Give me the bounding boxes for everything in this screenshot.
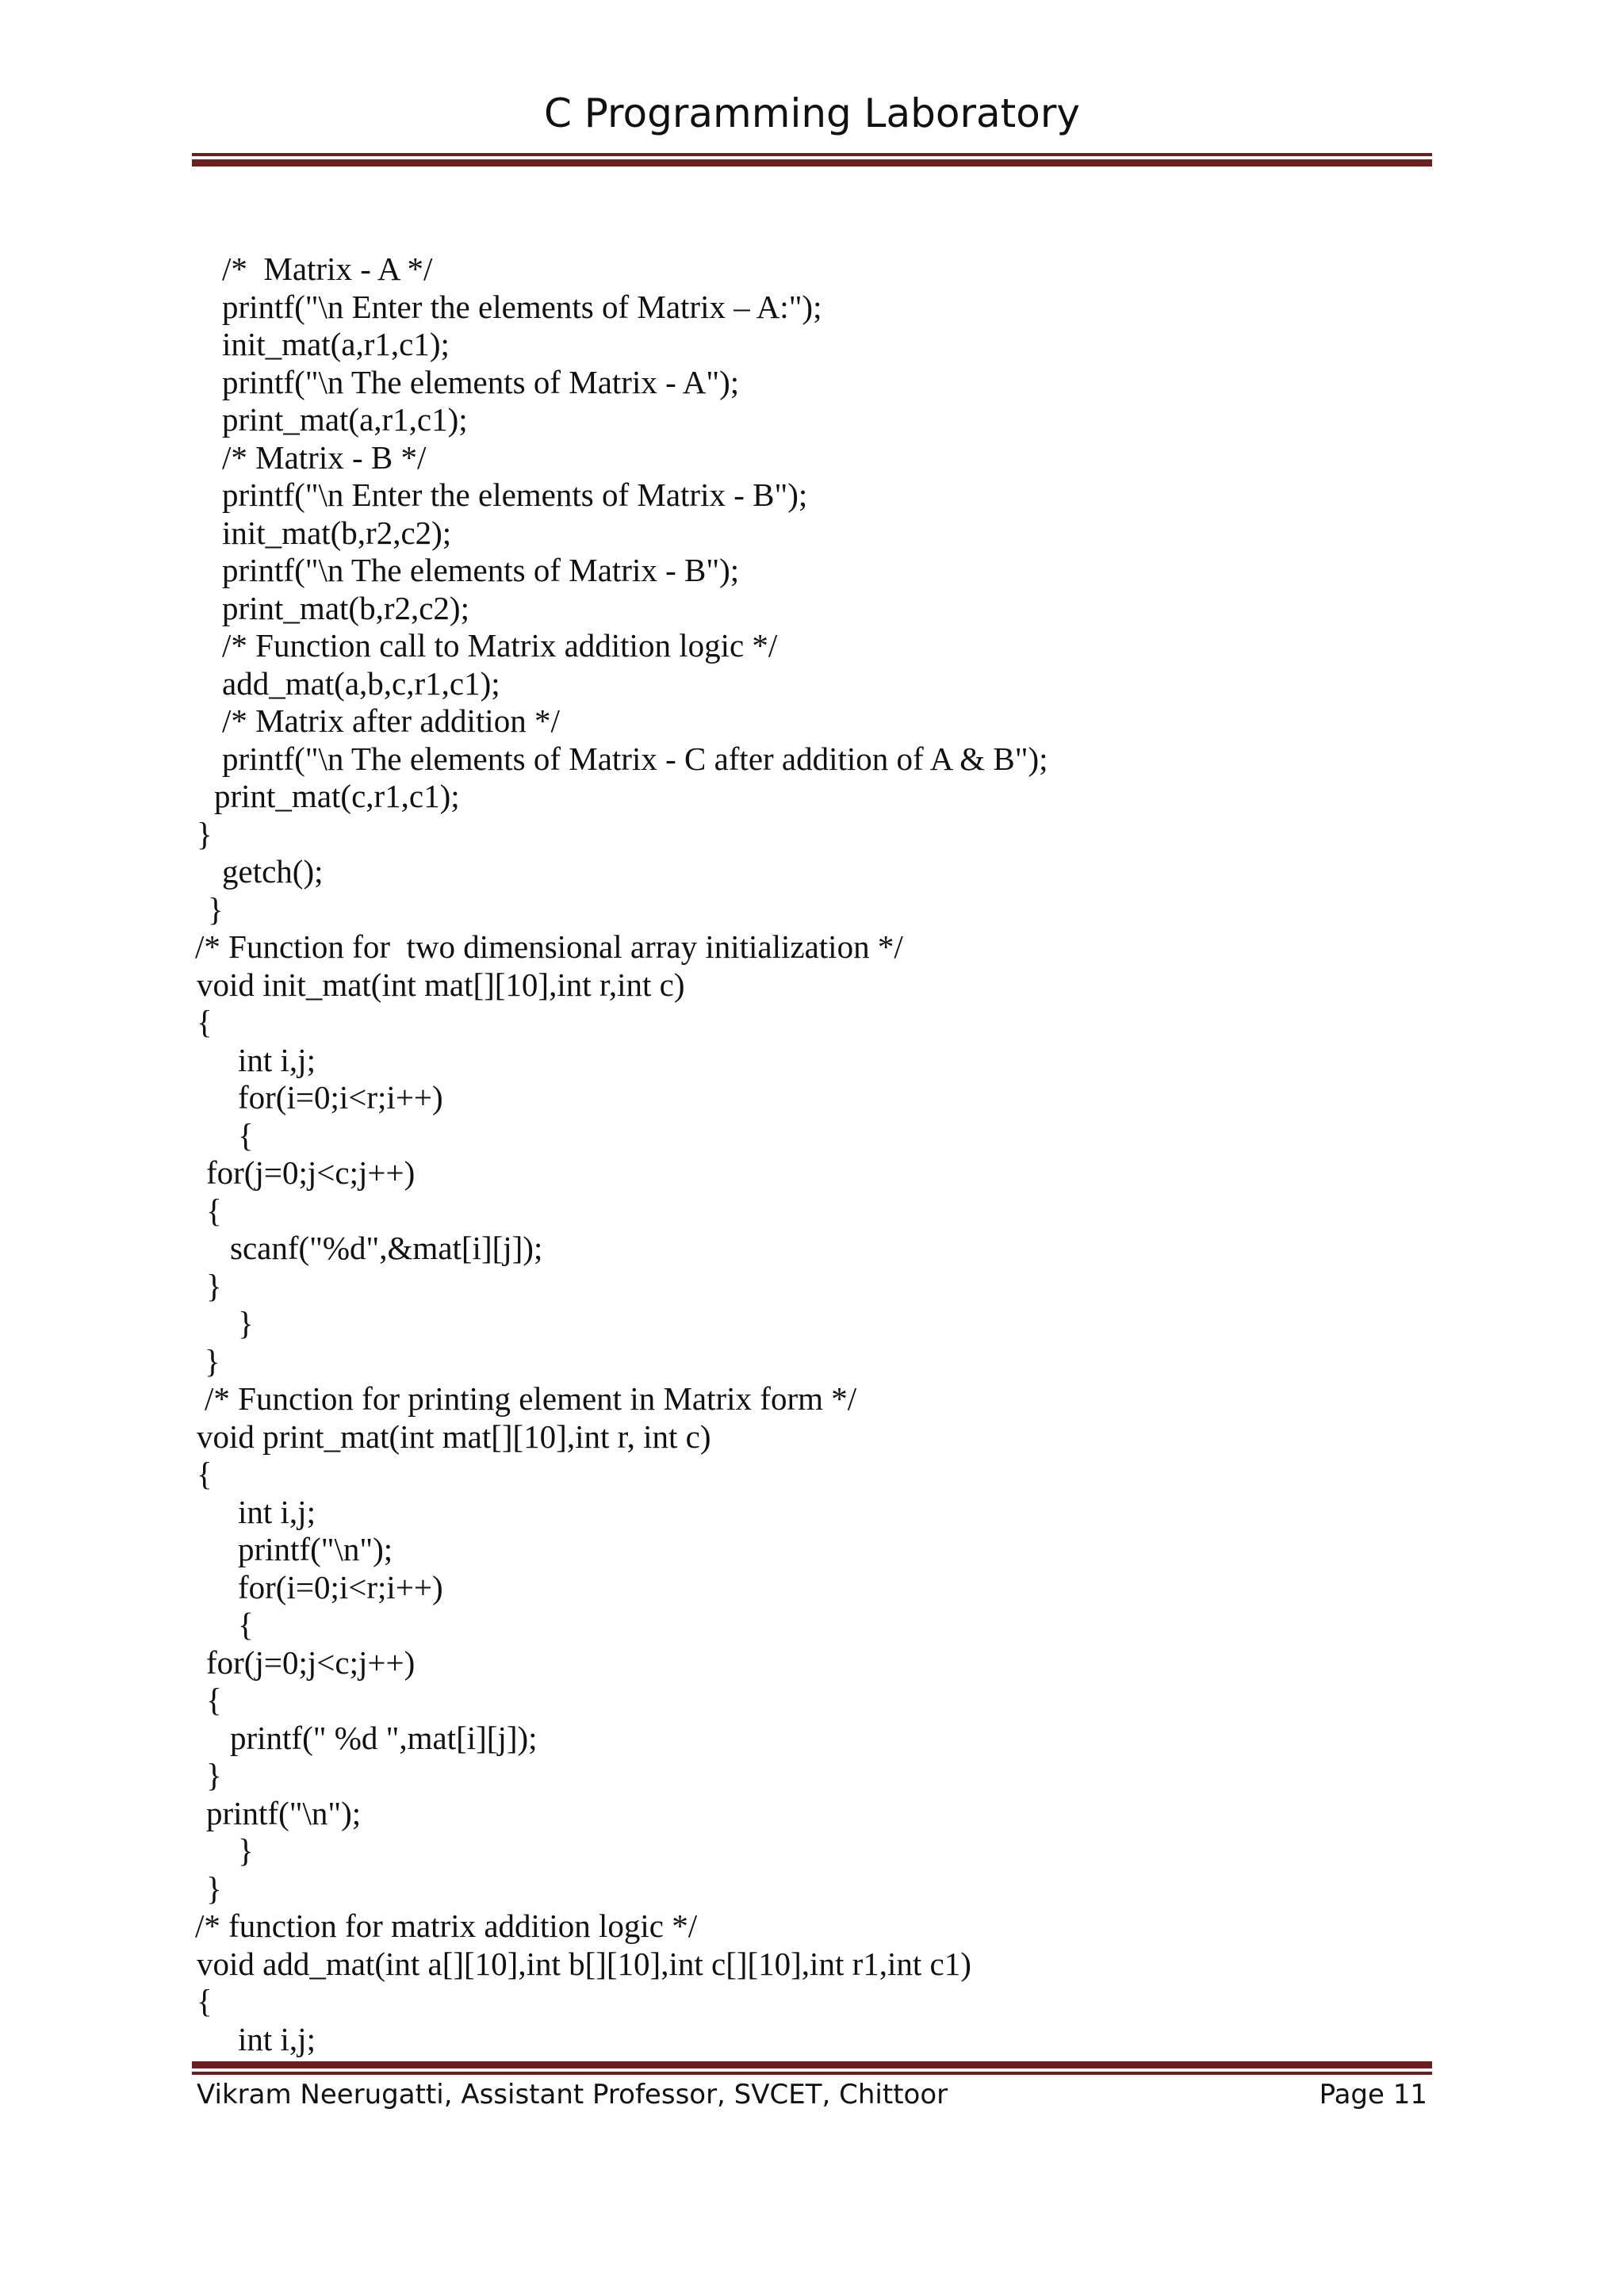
code-line: init_mat(a,r1,c1); [222,326,450,362]
code-line: { [197,1983,213,2019]
code-line: for(j=0;j<c;j++) [206,1644,416,1681]
code-line: /* Function for printing element in Matrix form */ [205,1380,857,1417]
code-line: { [197,1456,213,1492]
code-line: { [197,1004,213,1040]
code-line: int i,j; [238,2021,316,2057]
code-line: scanf("%d",&mat[i][j]); [230,1230,543,1266]
code-line: add_mat(a,b,c,r1,c1); [222,665,500,702]
header-divider [192,153,1432,166]
page-number: Page 11 [1319,2079,1427,2110]
code-line: { [206,1682,222,1718]
footer-divider [192,2061,1432,2075]
code-line: printf("\n"); [238,1531,393,1567]
code-line: printf("\n"); [206,1795,362,1831]
code-line: { [238,1606,254,1643]
footer-author: Vikram Neerugatti, Assistant Professor, SVCET, Chittoor [197,2079,948,2110]
code-line: { [206,1192,222,1229]
code-line: { [238,1117,254,1154]
code-line: /* Function for two dimensional array initialization */ [195,928,903,965]
code-line: printf("\n The elements of Matrix - B"); [222,552,740,588]
code-line: } [206,1757,222,1793]
code-line: void print_mat(int mat[][10],int r, int c) [197,1418,711,1455]
code-line: print_mat(c,r1,c1); [214,778,460,814]
code-line: /* Matrix - B */ [222,439,427,476]
page-header-title: C Programming Laboratory [543,90,1081,136]
code-line: /* Matrix - A */ [222,251,433,287]
code-line: int i,j; [238,1494,316,1530]
code-line: /* function for matrix addition logic */ [195,1908,698,1944]
code-line: for(j=0;j<c;j++) [206,1154,416,1191]
code-listing [0,250,1624,2114]
code-line: } [206,1870,222,1907]
code-line: for(i=0;i<r;i++) [238,1079,443,1115]
code-line: } [208,891,224,928]
code-line: printf("\n Enter the elements of Matrix – A:"); [222,289,822,325]
code-line: } [205,1343,220,1380]
code-line: int i,j; [238,1042,316,1078]
code-line: printf("\n The elements of Matrix - A"); [222,364,740,400]
code-line: /* Matrix after addition */ [222,702,560,739]
code-line: for(i=0;i<r;i++) [238,1569,443,1605]
code-line: print_mat(b,r2,c2); [222,590,469,626]
code-line: printf("\n Enter the elements of Matrix - B"); [222,476,808,513]
code-line: /* Function call to Matrix addition logic */ [222,627,778,664]
code-line: printf("\n The elements of Matrix - C after addition of A & B"); [222,740,1048,777]
code-line: } [238,1305,254,1341]
code-line: } [206,1268,222,1304]
code-line: getch(); [222,853,324,890]
page-footer [197,2079,1427,2110]
code-line: print_mat(a,r1,c1); [222,401,468,438]
code-line: init_mat(b,r2,c2); [222,515,452,551]
code-line: } [238,1832,254,1869]
code-line: } [197,816,213,852]
code-line: void init_mat(int mat[][10],int r,int c) [197,966,685,1003]
code-line: void add_mat(int a[][10],int b[][10],int c[][10],int r1,int c1) [197,1946,971,1982]
code-line: printf(" %d ",mat[i][j]); [230,1720,538,1756]
